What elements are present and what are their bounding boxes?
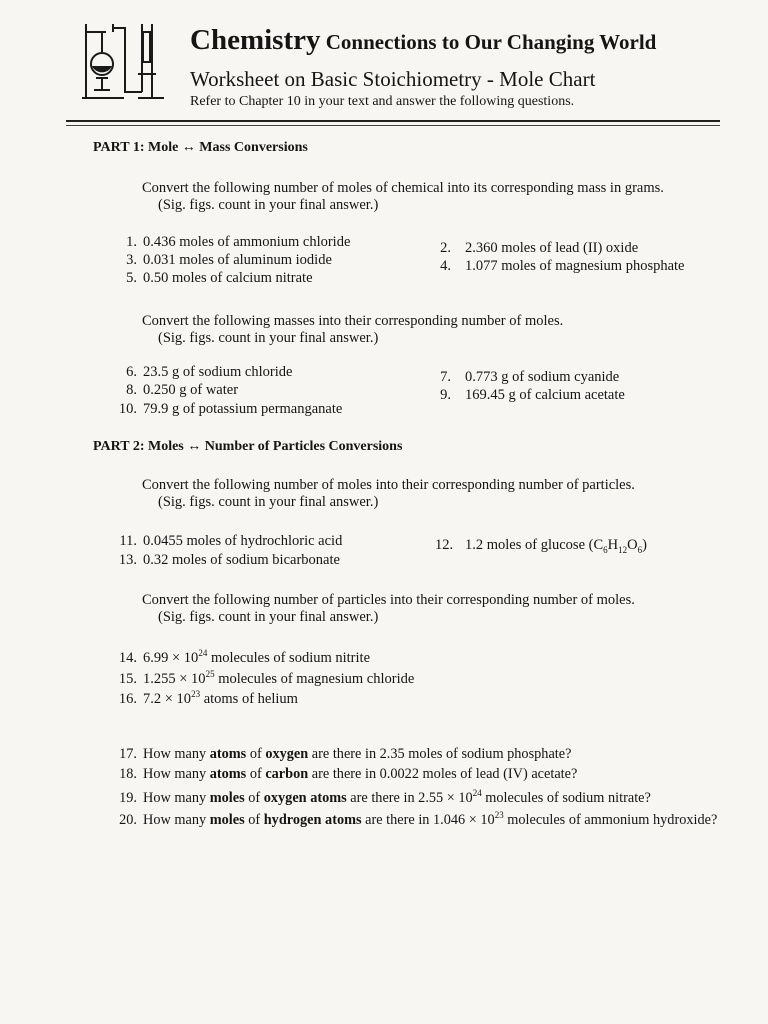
question-4: 4. 1.077 moles of magnesium phosphate xyxy=(440,258,685,274)
question-2: 2. 2.360 moles of lead (II) oxide xyxy=(440,240,639,256)
question-3: 3. 0.031 moles of aluminum iodide xyxy=(126,252,332,268)
part1-heading: PART 1: Mole ↔ Mass Conversions xyxy=(93,140,308,155)
part1-instructions-mass: Convert the following number of moles of chemical into its corresponding mass in grams. (Sig. figs. count in your final answer.) xyxy=(142,180,664,213)
worksheet-subtitle: Worksheet on Basic Stoichiometry - Mole Chart xyxy=(190,67,596,91)
part2-instructions-moles: Convert the following number of particles into their corresponding number of moles. (Sig. figs. count in your final answer.) xyxy=(142,592,635,625)
question-10: 10. 79.9 g of potassium permanganate xyxy=(118,401,343,417)
question-17: 17. How many atoms of oxygen are there in 2.35 moles of sodium phosphate? xyxy=(119,746,572,762)
question-9: 9. 169.45 g of calcium acetate xyxy=(440,387,625,403)
part1-instructions-moles: Convert the following masses into their corresponding number of moles. (Sig. figs. count in your final answer.) xyxy=(142,313,564,346)
question-11: 11. 0.0455 moles of hydrochloric acid xyxy=(119,533,343,549)
question-5: 5. 0.50 moles of calcium nitrate xyxy=(126,270,313,286)
question-6: 6. 23.5 g of sodium chloride xyxy=(126,364,293,380)
worksheet-title: Chemistry Connections to Our Changing World xyxy=(190,24,657,56)
header-divider xyxy=(66,120,720,122)
part2-heading: PART 2: Moles ↔ Number of Particles Conversions xyxy=(93,439,403,454)
header-divider-thin xyxy=(66,125,720,126)
question-19: 19. How many moles of oxygen atoms are there in $2.55 \times 10^{24}$ molecules of sodium nitrate? xyxy=(119,788,651,806)
question-15: 15. $1.255 \times 10^{25}$ molecules of magnesium chloride xyxy=(118,669,415,687)
question-12: 12. 1.2 moles of glucose $(C_6H_{12}O_6)$ xyxy=(435,537,647,555)
lab-apparatus-logo xyxy=(80,22,170,104)
question-14: 14. $6.99 \times 10^{24}$ molecules of sodium nitrite xyxy=(118,648,371,666)
question-13: 13. 0.32 moles of sodium bicarbonate xyxy=(118,552,340,568)
question-16: 16. $7.2 \times 10^{23}$ atoms of helium xyxy=(118,689,298,707)
question-7: 7. 0.773 g of sodium cyanide xyxy=(440,369,620,385)
question-8: 8. 0.250 g of water xyxy=(126,382,239,398)
question-18: 18. How many atoms of carbon are there in 0.0022 moles of lead (IV) acetate? xyxy=(119,766,578,782)
question-20: 20. How many moles of hydrogen atoms are there in $1.046 \times 10^{23}$ molecules of ammonium hydroxide? xyxy=(119,810,718,828)
question-1: 1. 0.436 moles of ammonium chloride xyxy=(126,234,351,250)
part2-instructions-particles: Convert the following number of moles into their corresponding number of particles. (Sig. figs. count in your final answer.) xyxy=(142,477,635,510)
chapter-reference: Refer to Chapter 10 in your text and answer the following questions. xyxy=(190,94,575,109)
